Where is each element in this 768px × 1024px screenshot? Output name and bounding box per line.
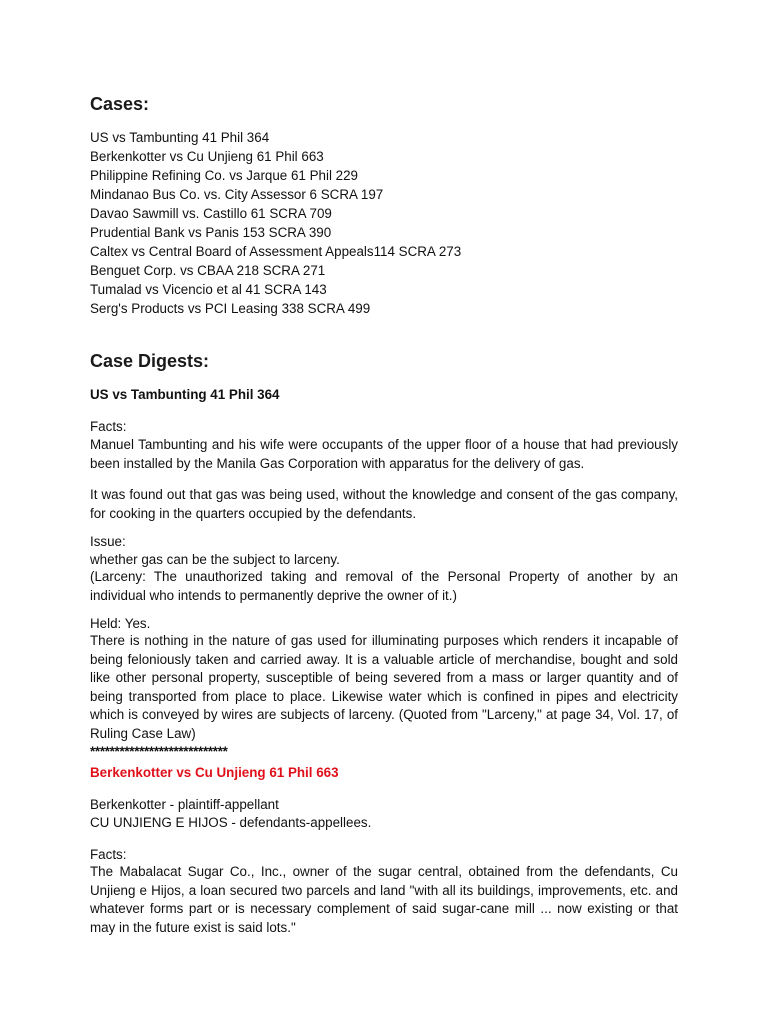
held-label: Held: Yes. [90,616,151,631]
case-item: US vs Tambunting 41 Phil 364 [90,130,270,145]
case-item: Davao Sawmill vs. Castillo 61 SCRA 709 [90,206,332,221]
facts-label: Facts: [90,419,127,434]
digest-title: US vs Tambunting 41 Phil 364 [90,387,280,402]
case-item: Benguet Corp. vs CBAA 218 SCRA 271 [90,263,326,278]
held-paragraph: There is nothing in the nature of gas used for illuminating purposes which renders it incapable of being feloniously taken and carried away. It is a valuable article of merchandise, bought and sold like other personal property, susceptible of being severed from a mass or larger quantity and of being transported from place to place. Likewise water which is confined in pipes and electricity which is conveyed by wires are subjects of larceny. (Quoted from "Larceny," at page 34, Vol. 17, of Ruling Case Law) [90,633,678,741]
digest-title: Berkenkotter vs Cu Unjieng 61 Phil 663 [90,765,339,780]
cases-heading: Cases: [90,94,150,114]
case-digests-heading: Case Digests: [90,351,210,371]
issue-text: whether gas can be the subject to larceny. [90,552,340,567]
case-item: Caltex vs Central Board of Assessment Appeals114 SCRA 273 [90,244,462,259]
party-line: Berkenkotter - plaintiff-appellant [90,797,279,812]
case-item: Prudential Bank vs Panis 153 SCRA 390 [90,225,332,240]
case-item: Berkenkotter vs Cu Unjieng 61 Phil 663 [90,149,324,164]
issue-label: Issue: [90,534,126,549]
case-list [90,128,461,318]
case-item: Tumalad vs Vicencio et al 41 SCRA 143 [90,282,327,297]
separator: **************************** [90,744,228,759]
case-item: Serg's Products vs PCI Leasing 338 SCRA 499 [90,301,371,316]
case-item: Philippine Refining Co. vs Jarque 61 Phil 229 [90,168,358,183]
issue-note: (Larceny: The unauthorized taking and removal of the Personal Property of another by an individual who intends to permanently deprive the owner of it.) [90,569,678,603]
case-item: Mindanao Bus Co. vs. City Assessor 6 SCRA 197 [90,187,384,202]
facts-label: Facts: [90,847,127,862]
facts-paragraph: It was found out that gas was being used, without the knowledge and consent of the gas company, for cooking in the quarters occupied by the defendants. [90,487,678,521]
party-line: CU UNJIENG E HIJOS - defendants-appellees. [90,815,372,830]
facts-paragraph: The Mabalacat Sugar Co., Inc., owner of the sugar central, obtained from the defendants, Cu Unjieng e Hijos, a loan secured two parcels and land "with all its buildings, improvements, etc. and whatever forms part or is necessary complement of said sugar-cane mill ... now existing or that may in the future exist is said lots." [90,864,678,935]
facts-paragraph: Manuel Tambunting and his wife were occupants of the upper floor of a house that had previously been installed by the Manila Gas Corporation with apparatus for the delivery of gas. [90,437,678,471]
